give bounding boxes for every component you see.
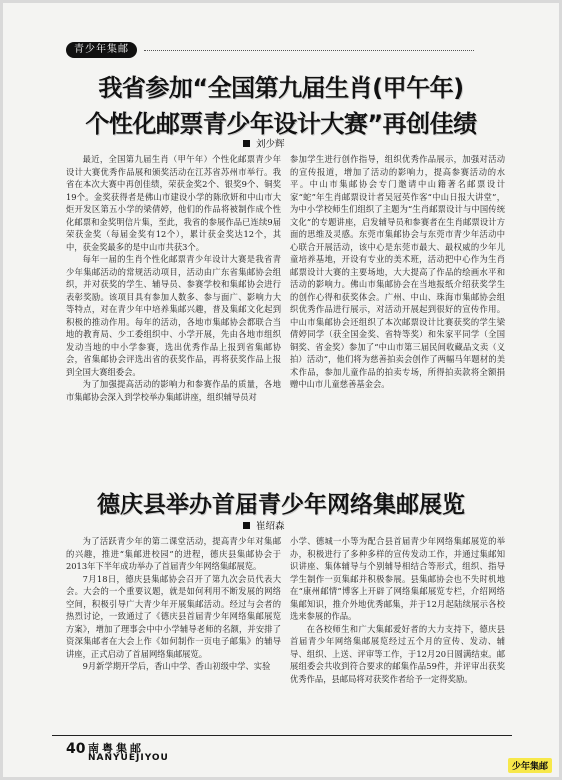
paragraph: 9月新学期开学后，香山中学、香山初级中学、实验: [82, 661, 271, 671]
article1-title-line2: 个性化邮票青少年设计大赛”再创佳绩: [85, 110, 477, 138]
paragraph: 7月18日，德庆县集邮协会召开了第九次会员代表大会。大会的一个重要议题，就是如何利用不断发展的网络空间，积极引导广大青少年开展集邮活动。经过与会者的热烈讨论，一致通过了《德庆县首届青少年网络集邮展览方案》，增加了理事会中中小学辅导老师的名额，并安排了资深集邮者在大会上作《如何制作一页电子邮集》的辅导讲座，正式启动了首届网络集邮展览。: [66, 573, 281, 659]
byline-square-icon: [243, 522, 250, 529]
paragraph: 在各校师生和广大集邮爱好者的大力支持下，德庆县首届青少年网络集邮展览经过五个月的宣传、发动、辅导、组织、上送、评审等工作，于12月20日圆满结束。邮展组委会共收到符合要求的邮集作品59件，并评审出获奖优秀作品，县邮局将对获奖作者给予一定得奖励。: [290, 623, 505, 684]
article1-column-left: [66, 153, 281, 403]
article1-author: 刘少辉: [256, 139, 285, 150]
byline-square-icon: [243, 140, 250, 147]
section-divider: [144, 50, 474, 51]
article2-column-left: [66, 535, 281, 673]
corner-badge: 少年集邮: [508, 758, 552, 773]
page-number: 40: [66, 741, 86, 757]
article2-author: 崔绍森: [256, 521, 285, 532]
article2-byline: [243, 518, 285, 532]
paragraph: 参加学生进行创作指导，组织优秀作品展示，加强对活动的宣传报道，增加了活动的影响力，提高参赛活动的水平。中山市集邮协会专门邀请中山籍著名邮票设计家“蛇”年生肖邮票设计者吴冠英作客“中山日报大讲堂”，为中小学校师生们组织了主题为“生肖邮票设计与中国传统文化”的专题讲座，启发辅导员和参赛者在生肖邮票设计方面的思维及灵感。东莞市集邮协会与东莞市青少年活动中心联合开展活动，该中心是东莞市最大、最权威的少年儿童培养基地，开设有专业的美术班，活动把中心作为生肖邮票设计大赛的主要场地，大大提高了作品的绘画水平和活动的影响力。佛山市集邮协会在当地报纸介绍获奖学生的创作心得和获奖体会。广州、中山、珠海市集邮协会组织优秀作品进行展示，对活动开展起到很好的宣传作用。中山市集邮协会还组织了本次邮票设计比赛获奖的学生梁倩婷同学（获全国金奖、省特等奖）和朱家平同学（全国铜奖、省金奖）参加了“中山市第三届民间收藏品文卖（义拍）活动”，他们将为慈善拍卖会创作了两幅马年题材的美术作品，参加儿童作品的拍卖专场，所得拍卖款将全额捐赠中山市儿童慈善基金会。: [290, 154, 505, 389]
magazine-logo: 南粤集邮: [88, 742, 144, 755]
magazine-name-en: NANYUEJIYOU: [88, 753, 169, 763]
article1-byline: [243, 136, 285, 150]
article2-title: 德庆县举办首届青少年网络集邮展览: [97, 492, 465, 518]
article1-title-line1: 我省参加“全国第九届生肖(甲午年): [98, 74, 464, 102]
paragraph: 每年一届的生肖个性化邮票青少年设计大赛是我省青少年集邮活动的常规活动项目，活动由广东省集邮协会组织，并对获奖的学生、辅导员、参赛学校和集邮协会进行表彰奖励。该项目具有参加人数多、参与面广、影响力大等特点，对在青少年中培养集邮兴趣，普及集邮文化起到积极的推动作用。每年的活动，各地市集邮协会都联合当地的教育局、少工委组织中、小学开展，先由各地市组织发动当地的中小学参赛，选出优秀作品上报到省集邮协会，省集邮协会评选出省的获奖作品，再将获奖作品上报到全国大赛组委会。: [66, 254, 281, 377]
paragraph: 小学、德城一小等为配合县首届青少年网络集邮展览的举办，积极进行了多种多样的宣传发动工作，并通过集邮知识讲座、集体辅导与个别辅导相结合等形式，组织、指导学生制作一页集邮并积极参展。县集邮协会也不失时机地在“康州邮情”博客上开辟了网络集邮展览专栏，介绍网络集邮知识，推介外地优秀邮集，并于12月起陆续展示各校选来参展的作品。: [290, 536, 505, 621]
footer-rule: [52, 735, 512, 736]
article2-column-right: [290, 535, 505, 685]
section-tag: 青少年集邮: [66, 42, 137, 58]
paragraph: 为了活跃青少年的第二课堂活动，提高青少年对集邮的兴趣，推进“集邮进校园”的进程，德庆县集邮协会于2013年下半年成功举办了首届青少年网络集邮展览。: [66, 536, 281, 571]
article1-column-right: [290, 153, 505, 391]
paragraph: 为了加强提高活动的影响力和参赛作品的质量，各地市集邮协会深入到学校举办集邮讲座，组织辅导员对: [66, 379, 281, 402]
paragraph: 最近，全国第九届生肖（甲午年）个性化邮票青少年设计大赛优秀作品展和颁奖活动在江苏省苏州市举行。我省在本次大赛中再创佳绩，荣获金奖2个、银奖9个、铜奖19个。金奖获得者是佛山市建设小学的陈欣妍和中山市大炬开发区第五小学的梁倩婷，他们的作品将被制作成个性化邮票和金奖明信片集，至此，我省的参展作品已连续9届荣获金奖（每届金奖有12个），累计获金奖达12个，其中，获金奖最多的是中山市共获3个。: [66, 154, 281, 252]
